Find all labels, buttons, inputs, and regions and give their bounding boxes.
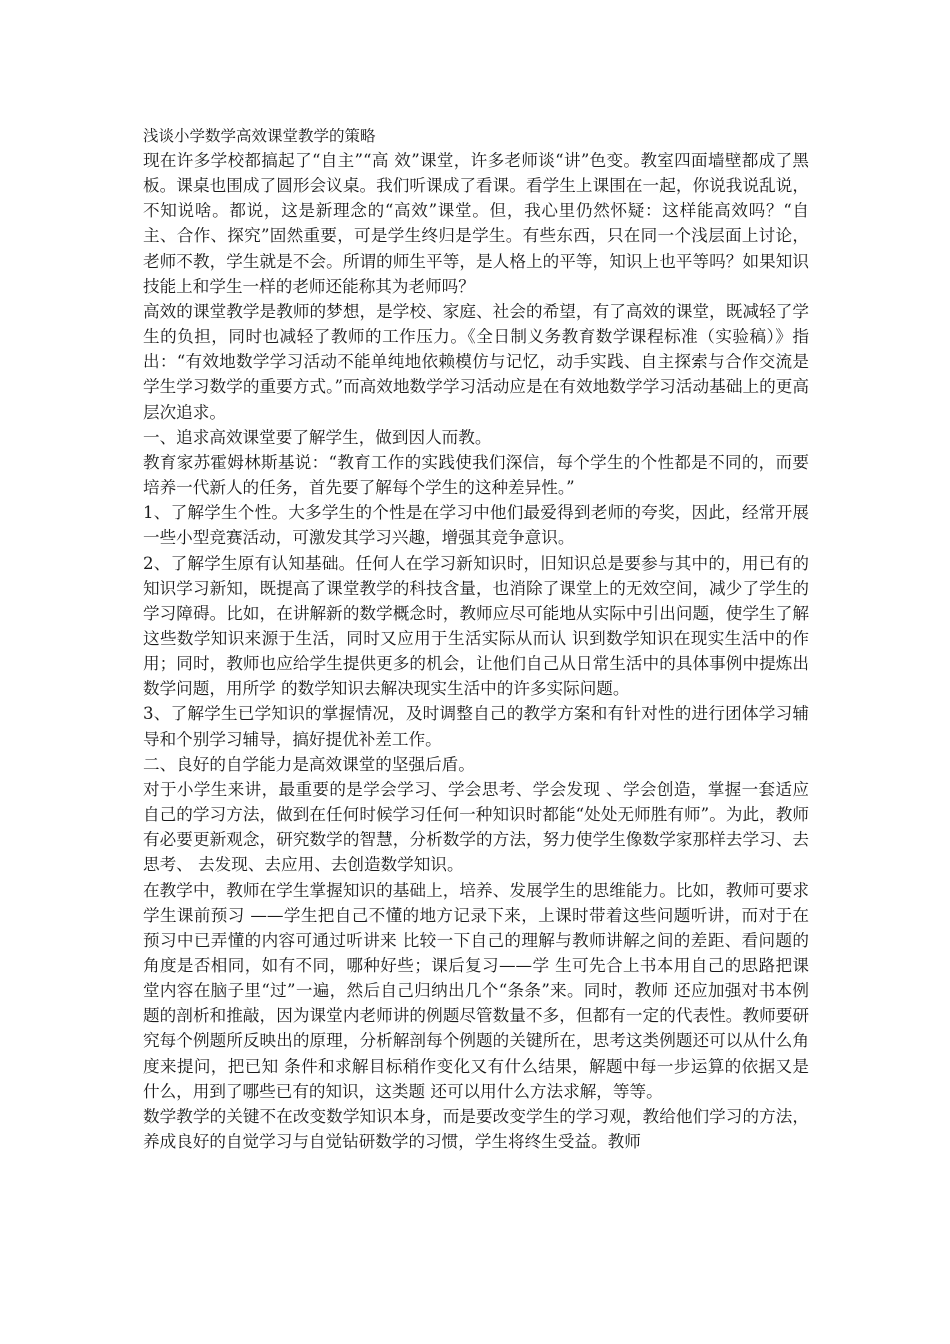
section-heading-1: 一、追求高效课堂要了解学生，做到因人而教。	[143, 427, 492, 447]
document-body	[143, 124, 809, 1154]
quote-paragraph: 教育家苏霍姆林斯基说：“教育工作的实践使我们深信，每个学生的个性都是不同的，而要培养一代新人的任务，首先要了解每个学生的这种差异性。”	[143, 452, 809, 498]
list-item-2: 2、了解学生原有认知基础。任何人在学习新知识时，旧知识总是要参与其中的，用已有的知识学习新知，既提高了课堂教学的科技含量，也消除了课堂上的无效空间，减少了学生的学习障碍。比如，在讲解新的数学概念时，教师应尽可能地从实际中引出问题，使学生了解这些数学知识来源于生活，同时又应用于生活实际从而认 识到数学知识在现实生活中的作用；同时，教师也应给学生提供更多的机会，让他们自己从日常生活中的具体事例中提炼出数学问题，用所学 的数学知识去解决现实生活中的许多实际问题。	[143, 553, 809, 699]
teaching-paragraph: 在教学中，教师在学生掌握知识的基础上，培养、发展学生的思维能力。比如，教师可要求学生课前预习 ——学生把自己不懂的地方记录下来，上课时带着这些问题听讲，而对于在预习中已弄懂的内容可通过听讲来 比较一下自己的理解与教师讲解之间的差距、看问题的角度是否相同，如有不同，哪种好些；课后复习——学 生可先合上书本用自己的思路把课堂内容在脑子里“过”一遍，然后自己归纳出几个“条条”来。同时，教师 还应加强对书本例题的剖析和推敲，因为课堂内老师讲的例题尽管数量不多，但都有一定的代表性。教师要研 究每个例题所反映出的原理，分析解剖每个例题的关键所在，思考这类例题还可以从什么角度来提问，把已知 条件和求解目标稍作变化又有什么结果，解题中每一步运算的依据又是什么，用到了哪些已有的知识，这类题 还可以用什么方法求解，等等。	[143, 880, 809, 1101]
self-study-paragraph: 对于小学生来讲，最重要的是学会学习、学会思考、学会发现 、学会创造，掌握一套适应自己的学习方法，做到在任何时候学习任何一种知识时都能“处处无师胜有师”。为此，教师有必要更新观念，研究数学的智慧，分析数学的方法，努力使学生像数学家那样去学习、去思考、 去发现、去应用、去创造数学知识。	[143, 779, 809, 875]
document-title: 浅谈小学数学高效课堂教学的策略	[143, 127, 376, 145]
section-heading-2: 二、良好的自学能力是高效课堂的坚强后盾。	[143, 754, 475, 774]
list-item-1: 1、了解学生个性。大多学生的个性是在学习中他们最爱得到老师的夸奖，因此，经常开展一些小型竞赛活动，可激发其学习兴趣，增强其竞争意识。	[143, 503, 809, 548]
intro-paragraph: 现在许多学校都搞起了“自主”“高 效”课堂，许多老师谈“讲”色变。教室四面墙壁都成了黑板。课桌也围成了圆形会议桌。我们听课成了看课。看学生上课围在一起，你说我说乱说，不知说啥。都说，这是新理念的“高效”课堂。但，我心里仍然怀疑：这样能高效吗？“自主、合作、探究”固然重要，可是学生终归是学生。有些东西，只在同一个浅层面上讨论，老师不教，学生就是不会。所谓的师生平等，是人格上的平等，知识上也平等吗？如果知识技能上和学生一样的老师还能称其为老师吗？	[143, 151, 809, 296]
list-item-3: 3、了解学生已学知识的掌握情况，及时调整自己的教学方案和有针对性的进行团体学习辅导和个别学习辅导，搞好提优补差工作。	[143, 704, 809, 749]
efficiency-paragraph: 高效的课堂教学是教师的梦想，是学校、家庭、社会的希望，有了高效的课堂，既减轻了学生的负担，同时也减轻了教师的工作压力。《全日制义务教育数学课程标准（实验稿）》指出：“有效地数学学习活动不能单纯地依赖模仿与记忆，动手实践、自主探索与合作交流是学生学习数学的重要方式。”而高效地数学学习活动应是在有效地数学学习活动基础上的更高层次追求。	[143, 301, 809, 422]
closing-paragraph: 数学教学的关键不在改变数学知识本身，而是要改变学生的学习观，教给他们学习的方法，养成良好的自觉学习与自觉钻研数学的习惯，学生将终生受益。教师	[143, 1106, 809, 1152]
